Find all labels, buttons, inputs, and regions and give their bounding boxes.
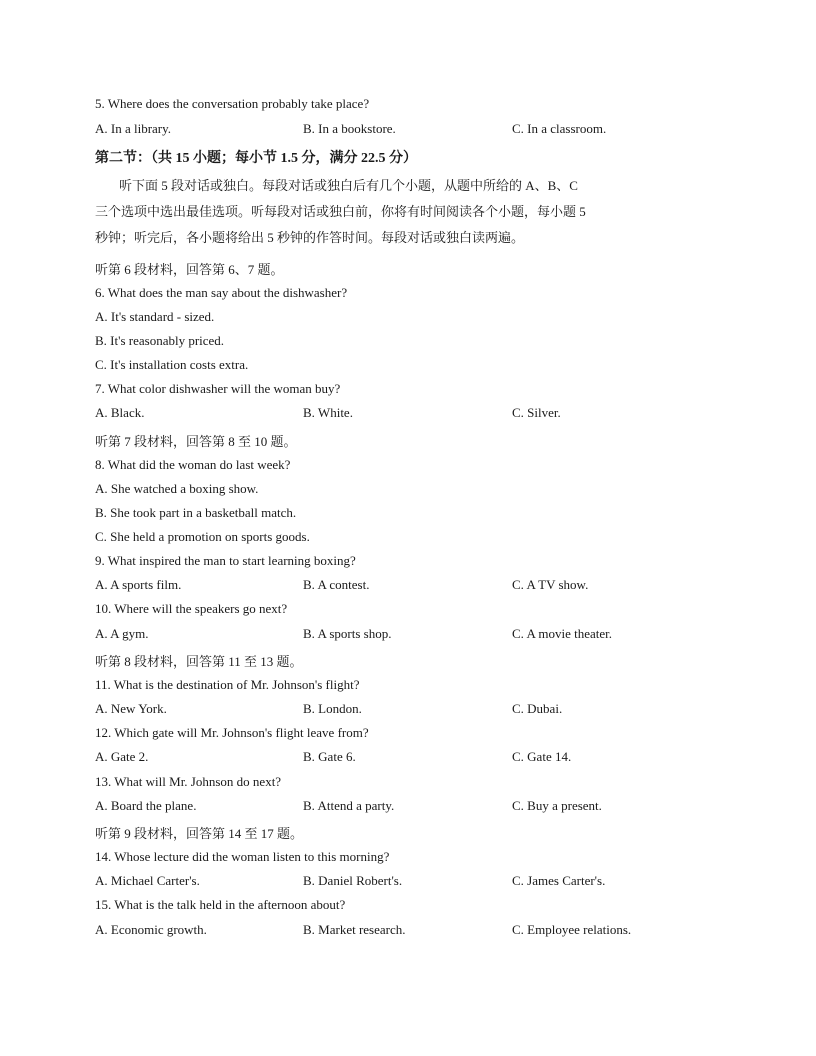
option-10b: B. A sports shop.	[303, 626, 392, 641]
option-5a: A. In a library.	[95, 121, 172, 136]
option-9a: A. A sports film.	[95, 577, 182, 592]
option-14a: A. Michael Carter's.	[95, 873, 200, 888]
option-8a: A. She watched a boxing show.	[95, 481, 259, 496]
option-5c: C. In a classroom.	[512, 121, 607, 136]
option-12b: B. Gate 6.	[303, 749, 356, 764]
option-13b: B. Attend a party.	[303, 798, 395, 813]
option-10c: C. A movie theater.	[512, 626, 613, 641]
option-15a: A. Economic growth.	[95, 922, 207, 937]
question-7: 7. What color dishwasher will the woman buy?	[95, 381, 341, 396]
question-12: 12. Which gate will Mr. Johnson's flight leave from?	[95, 725, 369, 740]
instructions-line-1: 听下面 5 段对话或独白。每段对话或独白后有几个小题，从题中所给的 A、B、C	[119, 178, 578, 193]
section-2-instructions	[95, 173, 720, 251]
option-15b: B. Market research.	[303, 922, 406, 937]
option-15c: C. Employee relations.	[512, 922, 632, 937]
option-9c: C. A TV show.	[512, 577, 589, 592]
option-6b: B. It's reasonably priced.	[95, 333, 225, 348]
material-8-heading: 听第 8 段材料，回答第 11 至 13 题。	[95, 654, 303, 669]
instructions-line-2: 三个选项中选出最佳选项。听每段对话或独白前，你将有时间阅读各个小题，每小题 5	[95, 204, 586, 219]
option-7a: A. Black.	[95, 405, 145, 420]
option-11c: C. Dubai.	[512, 701, 563, 716]
question-8: 8. What did the woman do last week?	[95, 457, 291, 472]
question-5: 5. Where does the conversation probably take place?	[95, 96, 370, 111]
question-11: 11. What is the destination of Mr. Johnson's flight?	[95, 677, 360, 692]
option-6c: C. It's installation costs extra.	[95, 357, 249, 372]
option-12c: C. Gate 14.	[512, 749, 572, 764]
option-13c: C. Buy a present.	[512, 798, 602, 813]
question-9: 9. What inspired the man to start learning boxing?	[95, 553, 356, 568]
question-15: 15. What is the talk held in the afternoon about?	[95, 897, 346, 912]
option-8b: B. She took part in a basketball match.	[95, 505, 297, 520]
option-8c: C. She held a promotion on sports goods.	[95, 529, 310, 544]
material-9-heading: 听第 9 段材料，回答第 14 至 17 题。	[95, 826, 304, 841]
option-14b: B. Daniel Robert's.	[303, 873, 403, 888]
question-10: 10. Where will the speakers go next?	[95, 601, 288, 616]
option-7b: B. White.	[303, 405, 353, 420]
option-11a: A. New York.	[95, 701, 167, 716]
option-11b: B. London.	[303, 701, 362, 716]
material-7-heading: 听第 7 段材料，回答第 8 至 10 题。	[95, 434, 297, 449]
option-7c: C. Silver.	[512, 405, 561, 420]
option-9b: B. A contest.	[303, 577, 370, 592]
option-5b: B. In a bookstore.	[303, 121, 396, 136]
question-14: 14. Whose lecture did the woman listen to this morning?	[95, 849, 390, 864]
instructions-line-3: 秒钟；听完后，各小题将给出 5 秒钟的作答时间。每段对话或独白读两遍。	[95, 230, 525, 245]
option-14c: C. James Carter's.	[512, 873, 606, 888]
material-6-heading: 听第 6 段材料，回答第 6、7 题。	[95, 262, 284, 277]
option-12a: A. Gate 2.	[95, 749, 149, 764]
question-6: 6. What does the man say about the dishwasher?	[95, 285, 348, 300]
option-6a: A. It's standard - sized.	[95, 309, 215, 324]
option-10a: A. A gym.	[95, 626, 149, 641]
section-2-title: 第二节：（共 15 小题；每小节 1.5 分，满分 22.5 分）	[95, 151, 417, 166]
question-13: 13. What will Mr. Johnson do next?	[95, 774, 282, 789]
option-13a: A. Board the plane.	[95, 798, 197, 813]
